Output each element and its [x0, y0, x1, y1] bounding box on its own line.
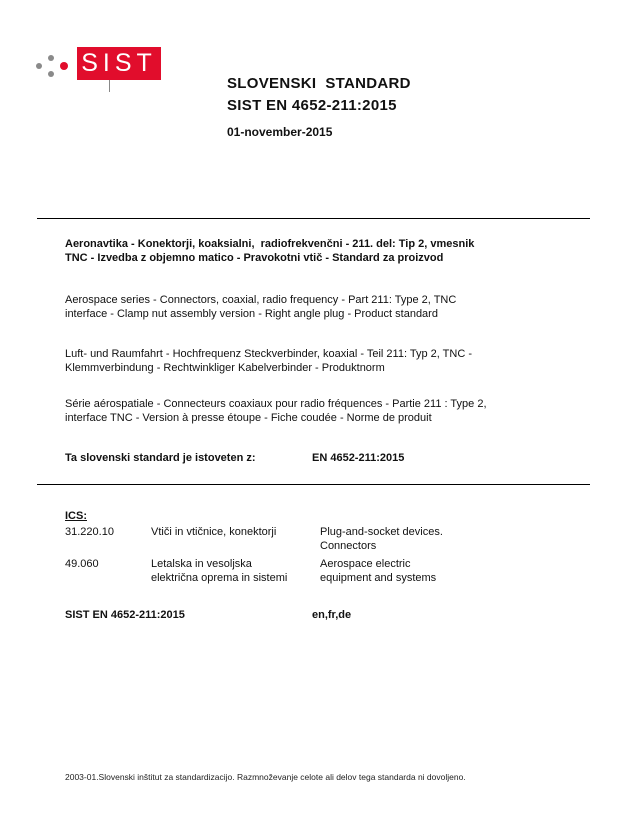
ics-description-sl-line: električna oprema in sistemi: [151, 571, 288, 584]
title-slovenian: [65, 238, 570, 265]
summary-languages: en,fr,de: [312, 609, 352, 621]
title-slovenian-line: TNC - Izvedba z objemno matico - Pravokotni vtič - Standard za proizvod: [65, 251, 444, 264]
ics-code: 31.220.10: [65, 526, 114, 538]
title-french-line: Série aérospatiale - Connecteurs coaxiaux pour radio fréquences - Partie 211 : Type 2,: [65, 398, 487, 410]
logo-dots-icon: [36, 52, 76, 82]
title-french-line: interface TNC - Version à presse étoupe - Fiche coudée - Norme de produit: [65, 411, 432, 424]
sist-logo: SIST: [77, 47, 161, 80]
identical-value: EN 4652-211:2015: [312, 452, 405, 464]
logo-dot-icon: [48, 55, 54, 61]
ics-description-en: [320, 526, 443, 553]
logo-dot-icon: [60, 62, 68, 70]
ics-description-sl-line: Letalska in vesoljska: [151, 558, 252, 570]
top-divider: [37, 218, 590, 219]
title-english-line: Aerospace series - Connectors, coaxial, radio frequency - Part 211: Type 2, TNC: [65, 294, 457, 306]
ics-description-sl-line: Vtiči in vtičnice, konektorji: [151, 526, 277, 538]
logo-dot-icon: [36, 63, 42, 69]
ics-code: 49.060: [65, 558, 99, 570]
summary-standard: SIST EN 4652-211:2015: [65, 609, 185, 621]
ics-description-en: [320, 558, 436, 585]
title-german: [65, 348, 570, 375]
title-slovenian-line: Aeronavtika - Konektorji, koaksialni, radiofrekvenčni - 211. del: Tip 2, vmesnik: [65, 238, 475, 250]
middle-divider: [37, 484, 590, 485]
publication-date: 01-november-2015: [227, 125, 333, 139]
title-french: [65, 398, 570, 425]
title-english: [65, 294, 570, 321]
copyright-footer: 2003-01.Slovenski inštitut za standardizacijo. Razmnoževanje celote ali delov tega standarda ni dovoljeno.: [65, 772, 466, 782]
logo-dot-icon: [48, 71, 54, 77]
title-english-line: interface - Clamp nut assembly version - Right angle plug - Product standard: [65, 307, 438, 320]
ics-description-en-line: equipment and systems: [320, 571, 437, 584]
ics-description-en-line: Connectors: [320, 539, 377, 552]
identical-label: Ta slovenski standard je istoveten z:: [65, 452, 256, 464]
title-german-line: Klemmverbindung - Rechtwinkliger Kabelverbinder - Produktnorm: [65, 361, 385, 374]
ics-description-en-line: Plug-and-socket devices.: [320, 526, 443, 538]
standard-type-title: SLOVENSKI STANDARD: [227, 75, 411, 92]
ics-description-sl: [151, 526, 276, 540]
ics-heading: ICS:: [65, 510, 87, 522]
ics-description-en-line: Aerospace electric: [320, 558, 411, 570]
title-german-line: Luft- und Raumfahrt - Hochfrequenz Steckverbinder, koaxial - Teil 211: Typ 2, TNC -: [65, 348, 472, 360]
logo-divider: [109, 80, 110, 92]
ics-description-sl: [151, 558, 287, 585]
standard-number-title: SIST EN 4652-211:2015: [227, 97, 397, 114]
